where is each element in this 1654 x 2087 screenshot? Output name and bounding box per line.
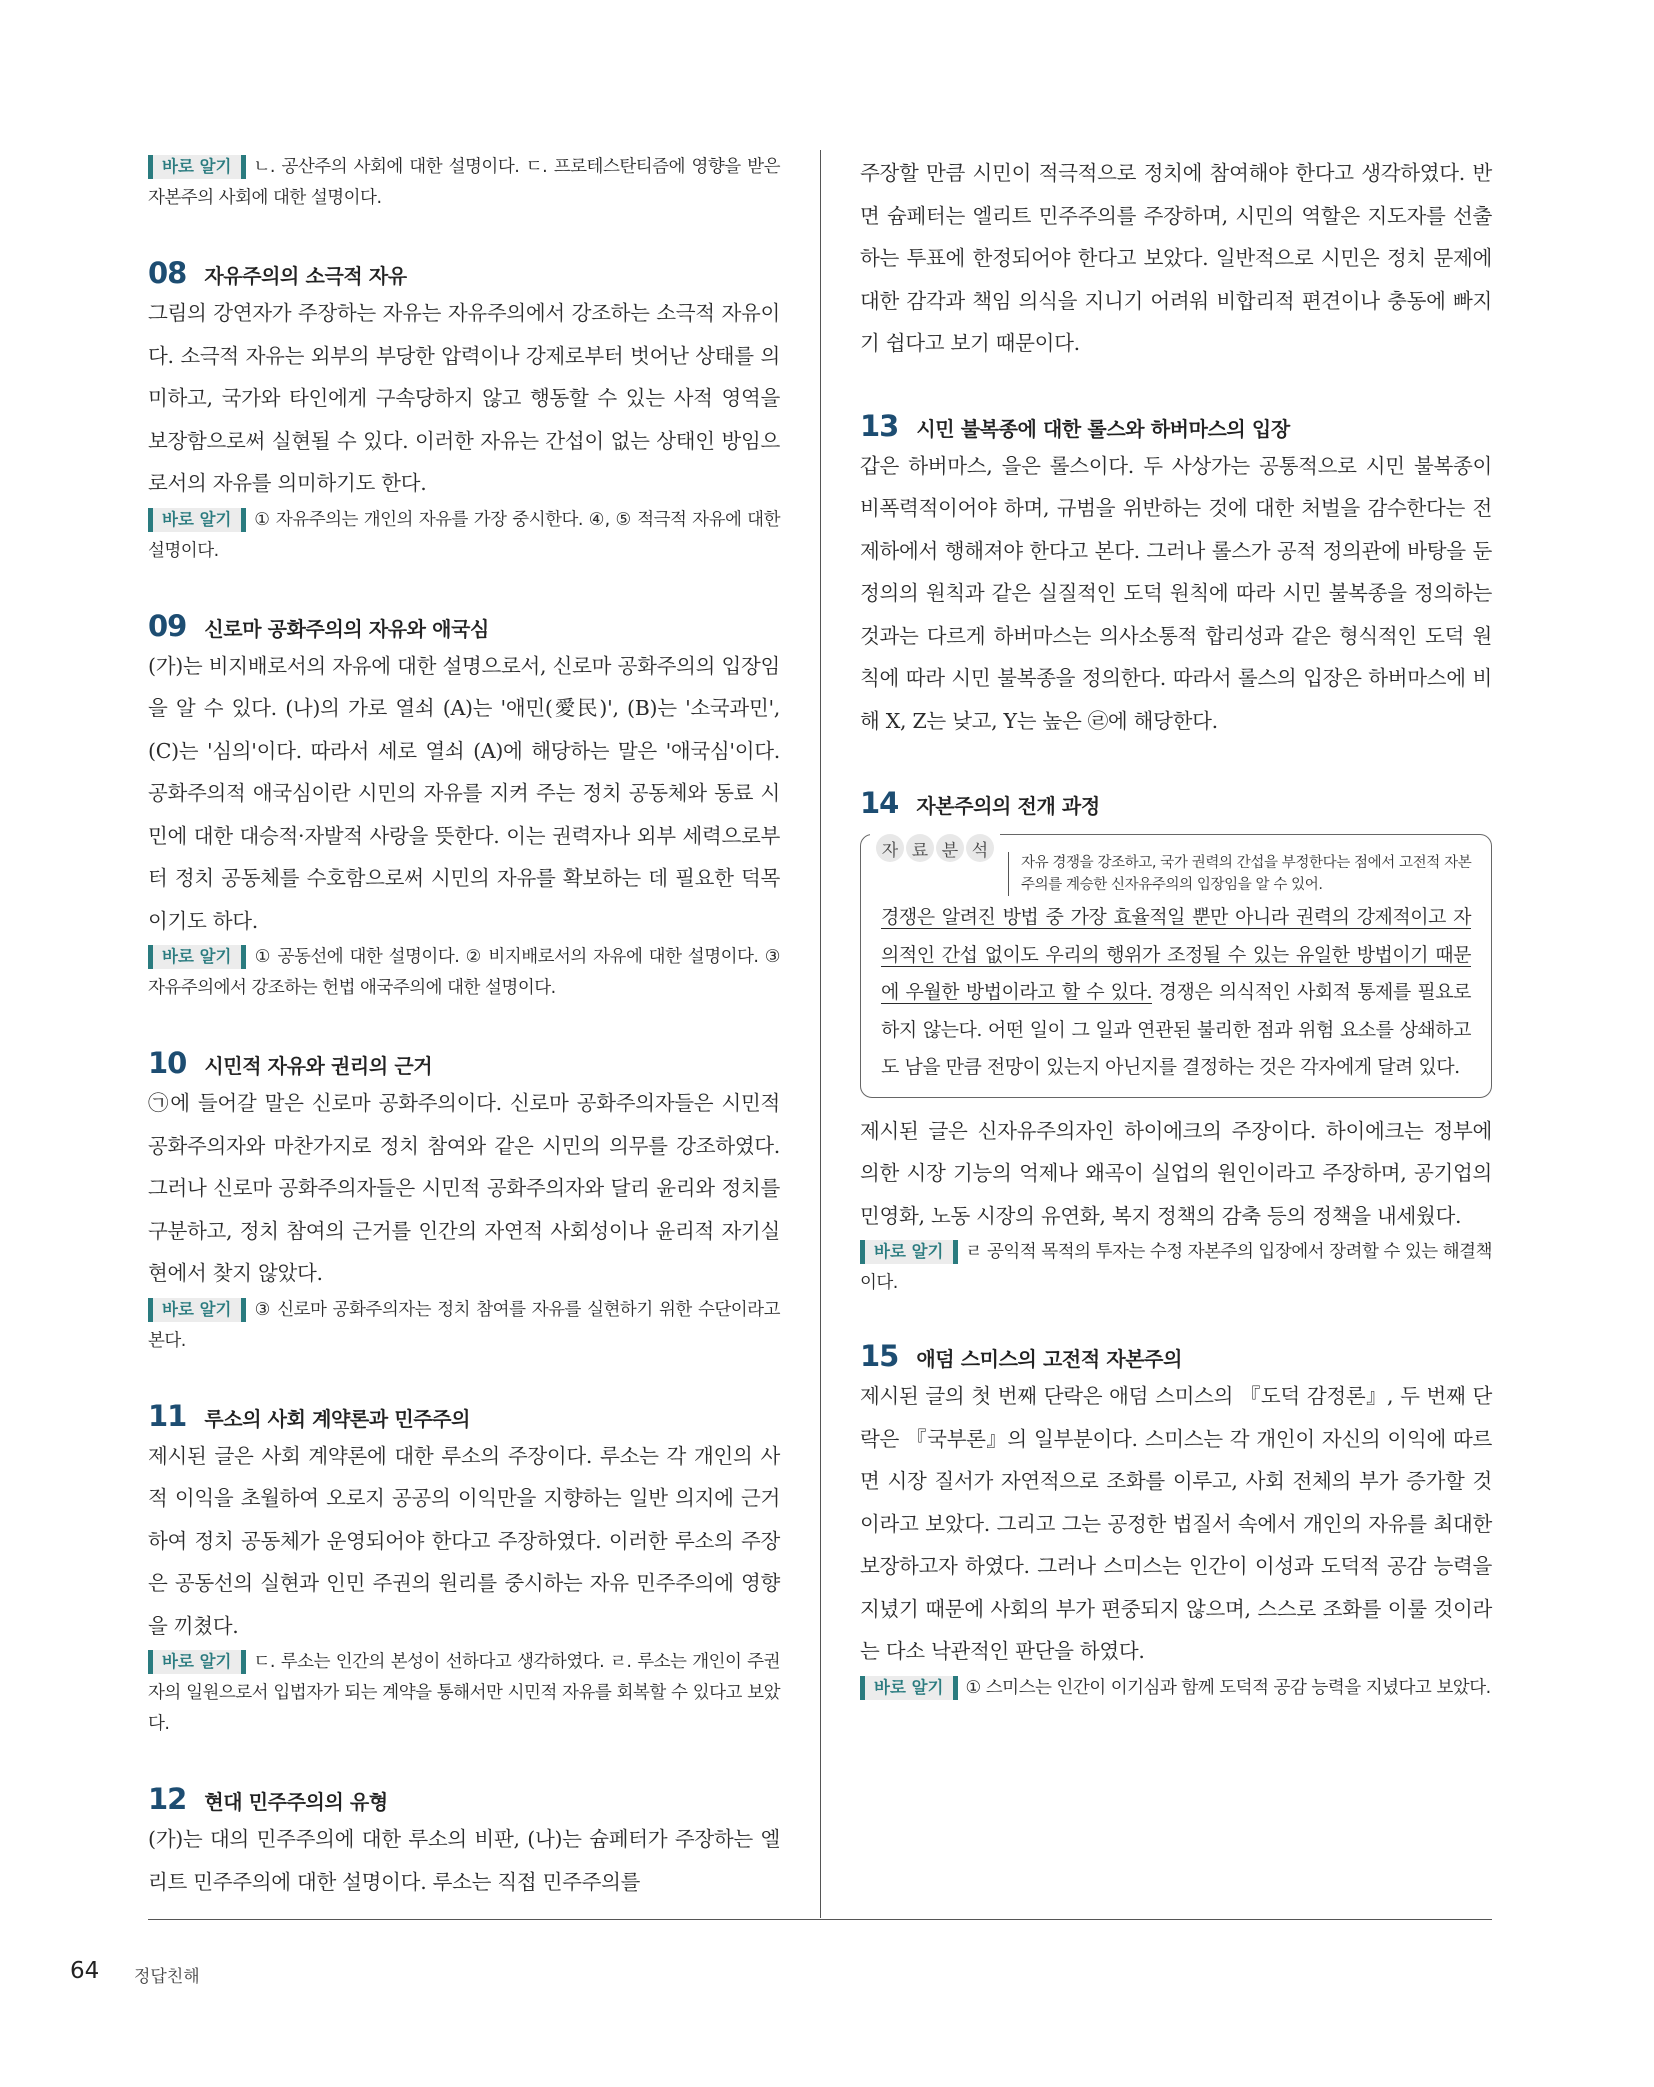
section-body: 제시된 글은 신자유주의자인 하이에크의 주장이다. 하이에크는 정부에 의한 시장 기능의 억제나 왜곡이 실업의 원인이라고 주장하며, 공기업의 민영화, 노동 시장의 유연화, 복지 정책의 감축 등의 정책을 내세웠다. xyxy=(860,1118,1492,1228)
section-heading xyxy=(148,609,780,643)
section-08 xyxy=(148,256,780,567)
box-callout: 자유 경쟁을 강조하고, 국가 권력의 간섭을 부정한다는 점에서 고전적 자본주의를 계승한 신자유주의의 입장임을 알 수 있어. xyxy=(1008,852,1481,896)
note-text: ㄴ. 공산주의 사회에 대한 설명이다. ㄷ. 프로테스탄티즘에 영향을 받은 자본주의 사회에 대한 설명이다. xyxy=(148,157,780,208)
section-09 xyxy=(148,609,780,1005)
section-number: 08 xyxy=(148,256,187,290)
section-number: 14 xyxy=(860,786,899,820)
page-number: 64 xyxy=(70,1958,100,1984)
section-10 xyxy=(148,1046,780,1357)
section-number: 10 xyxy=(148,1046,187,1080)
section-heading xyxy=(148,1782,780,1816)
note-text: ㄷ. 루소는 인간의 본성이 선하다고 생각하였다. ㄹ. 루소는 개인이 주권자의 일원으로서 입법자가 되는 계약을 통해서만 시민적 자유를 회복할 수 있다고 보았다. xyxy=(148,1652,780,1734)
section-number: 12 xyxy=(148,1782,187,1816)
section-12 xyxy=(148,1782,780,1903)
badge-char: 석 xyxy=(966,834,994,862)
section-number: 13 xyxy=(860,408,899,443)
section-body: 제시된 글의 첫 번째 단락은 애덤 스미스의 『도덕 감정론』, 두 번째 단락은 『국부론』의 일부분이다. 스미스는 각 개인이 자신의 이익에 따르면 시장 질서가 자연적으로 조화를 이루고, 사회 전체의 부가 증가할 것이라고 보았다. 그리고 그는 공정한 법질서 속에서 개인의 자유를 최대한 보장하고자 하였다. 그러나 스미스는 인간이 이성과 도덕적 공감 능력을 지녔기 때문에 사회의 부가 편중되지 않으며, 스스로 조화를 이룰 것이라는 다소 낙관적인 판단을 하였다. xyxy=(860,1384,1492,1663)
footer-label: 정답친해 xyxy=(134,1967,200,1987)
note-tag: 바로 알기 xyxy=(148,155,246,179)
section-title: 애덤 스미스의 고전적 자본주의 xyxy=(916,1347,1183,1371)
section-note xyxy=(148,505,780,567)
section-heading xyxy=(148,1399,780,1433)
section-heading xyxy=(148,1046,780,1080)
section-note xyxy=(860,1237,1492,1299)
box-rest-text: 경쟁은 의식적인 사회적 통제를 필요로 하지 않는다. 어떤 일이 그 일과 연관된 불리한 점과 위험 요소를 상쇄하고도 남을 만큼 전망이 있는지 아닌지를 결정하는 것은 각자에게 달려 있다. xyxy=(881,981,1471,1078)
note-tag: 바로 알기 xyxy=(860,1240,958,1264)
left-column xyxy=(148,152,780,1903)
section-note xyxy=(148,1647,780,1740)
section-body: (가)는 대의 민주주의에 대한 루소의 비판, (나)는 슘페터가 주장하는 엘리트 민주주의에 대한 설명이다. 루소는 직접 민주주의를 xyxy=(148,1827,780,1894)
source-analysis-box xyxy=(860,834,1492,1098)
data-analysis-badge xyxy=(870,834,1000,862)
section-number: 15 xyxy=(860,1339,899,1373)
note-tag: 바로 알기 xyxy=(148,508,246,532)
section-title: 자본주의의 전개 과정 xyxy=(916,794,1100,818)
badge-char: 료 xyxy=(906,834,934,862)
box-underlined-text: 경쟁은 알려진 방법 중 가장 효율적일 뿐만 아니라 권력의 강제적이고 자의적인 간섭 없이도 우리의 행위가 조정될 수 있는 유일한 방법이기 때문에 우월한 방법이라고 할 수 있다. xyxy=(881,906,1471,1003)
box-text xyxy=(881,899,1471,1087)
section-heading xyxy=(860,1339,1492,1373)
section-title: 시민적 자유와 권리의 근거 xyxy=(204,1054,433,1078)
note-text: ㄹ 공익적 목적의 투자는 수정 자본주의 입장에서 장려할 수 있는 해결책이다. xyxy=(860,1242,1492,1293)
section-body: (가)는 비지배로서의 자유에 대한 설명으로서, 신로마 공화주의의 입장임을 알 수 있다. (나)의 가로 열쇠 (A)는 '애민(愛民)', (B)는 '소국과민', (C)는 '심의'이다. 따라서 세로 열쇠 (A)에 해당하는 말은 '애국심'이다. 공화주의적 애국심이란 시민의 자유를 지켜 주는 정치 공동체와 동료 시민에 대한 대승적·자발적 사랑을 뜻한다. 이는 권력자나 외부 세력으로부터 정치 공동체를 수호함으로써 시민의 자유를 확보하는 데 필요한 덕목이기도 하다. xyxy=(148,653,780,933)
section-heading xyxy=(860,409,1492,443)
note-tag: 바로 알기 xyxy=(148,945,246,969)
section-note xyxy=(148,942,780,1004)
note-text: ① 스미스는 인간이 이기심과 함께 도덕적 공감 능력을 지녔다고 보았다. xyxy=(965,1677,1491,1698)
note-text: ③ 신로마 공화주의자는 정치 참여를 자유를 실현하기 위한 수단이라고 본다. xyxy=(148,1299,780,1351)
note-tag: 바로 알기 xyxy=(148,1298,246,1322)
section-13 xyxy=(860,409,1492,743)
section-title: 자유주의의 소극적 자유 xyxy=(204,264,407,288)
footer-rule xyxy=(148,1919,1492,1920)
intro-note xyxy=(148,152,780,214)
section-title: 현대 민주주의의 유형 xyxy=(204,1790,388,1814)
section-title: 루소의 사회 계약론과 민주주의 xyxy=(204,1406,471,1431)
note-text: ① 자유주의는 개인의 자유를 가장 중시한다. ④, ⑤ 적극적 자유에 대한 설명이다. xyxy=(148,509,780,561)
section-12-continued: 주장할 만큼 시민이 적극적으로 정치에 참여해야 한다고 생각하였다. 반면 슘페터는 엘리트 민주주의를 주장하며, 시민의 역할은 지도자를 선출하는 투표에 한정되어야 한다고 보았다. 일반적으로 시민은 정치 문제에 대한 감각과 책임 의식을 지니기 어려워 비합리적 편견이나 충동에 빠지기 쉽다고 보기 때문이다. xyxy=(860,161,1492,355)
note-tag: 바로 알기 xyxy=(860,1676,958,1700)
section-title: 신로마 공화주의의 자유와 애국심 xyxy=(204,616,489,641)
section-body: ㉠에 들어갈 말은 신로마 공화주의이다. 신로마 공화주의자들은 시민적 공화주의자와 마찬가지로 정치 참여와 같은 시민의 의무를 강조하였다. 그러나 신로마 공화주의자들은 시민적 공화주의자와 달리 윤리와 정치를 구분하고, 정치 참여의 근거를 인간의 자연적 사회성이나 윤리적 자기실현에서 찾지 않았다. xyxy=(148,1091,780,1285)
section-heading xyxy=(148,256,780,290)
section-number: 11 xyxy=(148,1398,187,1433)
column-divider xyxy=(820,150,821,1918)
section-body: 제시된 글은 사회 계약론에 대한 루소의 주장이다. 루소는 각 개인의 사적 이익을 초월하여 오로지 공공의 이익만을 지향하는 일반 의지에 근거하여 정치 공동체가 운영되어야 한다고 주장하였다. 이러한 루소의 주장은 공동선의 실현과 인민 주권의 원리를 중시하는 자유 민주주의에 영향을 끼쳤다. xyxy=(148,1443,780,1638)
section-title: 시민 불복종에 대한 롤스와 하버마스의 입장 xyxy=(916,416,1290,441)
right-column xyxy=(860,152,1492,1704)
section-14 xyxy=(860,786,1492,1299)
note-tag: 바로 알기 xyxy=(148,1650,246,1674)
section-body: 그림의 강연자가 주장하는 자유는 자유주의에서 강조하는 소극적 자유이다. 소극적 자유는 외부의 부당한 압력이나 강제로부터 벗어난 상태를 의미하고, 국가와 타인에게 구속당하지 않고 행동할 수 있는 사적 영역을 보장함으로써 실현될 수 있다. 이러한 자유는 간섭이 없는 상태인 방임으로서의 자유를 의미하기도 한다. xyxy=(148,301,780,495)
note-text: ① 공동선에 대한 설명이다. ② 비지배로서의 자유에 대한 설명이다. ③ 자유주의에서 강조하는 헌법 애국주의에 대한 설명이다. xyxy=(148,947,780,998)
section-body: 갑은 하버마스, 을은 롤스이다. 두 사상가는 공통적으로 시민 불복종이 비폭력적이어야 하며, 규범을 위반하는 것에 대한 처벌을 감수한다는 전제하에서 행해져야 한다고 본다. 그러나 롤스가 공적 정의관에 바탕을 둔 정의의 원칙과 같은 실질적인 도덕 원칙에 따라 시민 불복종을 정의하는 것과는 다르게 하버마스는 의사소통적 합리성과 같은 형식적인 도덕 원칙에 따라 시민 불복종을 정의한다. 따라서 롤스의 입장은 하버마스에 비해 X, Z는 낮고, Y는 높은 ㉣에 해당한다. xyxy=(860,453,1492,733)
section-note xyxy=(860,1673,1492,1704)
section-number: 09 xyxy=(148,608,187,643)
badge-char: 자 xyxy=(876,834,904,862)
section-11 xyxy=(148,1399,780,1741)
section-note xyxy=(148,1295,780,1357)
section-heading xyxy=(860,786,1492,820)
section-15 xyxy=(860,1339,1492,1704)
badge-char: 분 xyxy=(936,834,964,862)
